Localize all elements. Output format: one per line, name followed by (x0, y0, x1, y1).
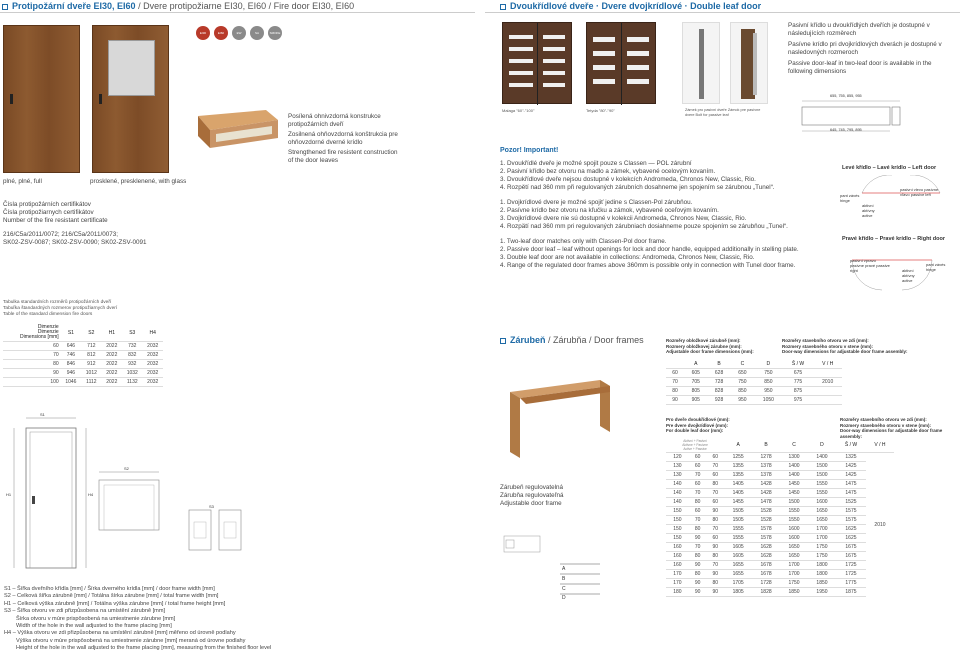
table-cell: 912 (81, 360, 101, 369)
table-cell: 946 (61, 369, 81, 378)
table-row (666, 552, 894, 561)
table-cell: 1705 (724, 579, 752, 588)
table-cell: 1425 (836, 462, 866, 471)
table-cell: 2022 (102, 351, 122, 360)
table-cell: 70 (706, 525, 724, 534)
table-cell: 160 (666, 552, 689, 561)
table-cell: 728 (707, 378, 730, 387)
table-cell: 950 (754, 387, 783, 396)
table-title: Tabulka standardních rozměrů protipožárních dveří Tabuľka štandardných rozmerov protipožiarnych dverí Table of the standard dimension fire doors (3, 300, 118, 317)
table-cell: 1655 (724, 570, 752, 579)
table-cell: 1575 (836, 516, 866, 525)
table-row (3, 342, 163, 351)
certificates: Čísla protipožárních certifikátov Čísla protipožiarnych certifikátov Number of the fire resistant certificate 216/C5a/2011/0072; 216/C5a/2011/0073; SK02-ZSV-0087; SK02-ZSV-0090; SK02-ZSV-0091 (3, 201, 147, 246)
door-glass-label: prosklené, presklenené, with glass (90, 178, 187, 185)
door-glass-image (92, 25, 169, 173)
table-cell: 1505 (724, 516, 752, 525)
divider (0, 12, 475, 13)
table-cell: 1800 (808, 570, 836, 579)
double-door-tetyda-image (586, 22, 656, 104)
table-cell: 1555 (724, 525, 752, 534)
table-cell: 1650 (780, 552, 808, 561)
table-cell: 846 (61, 360, 81, 369)
table-cell: 1450 (780, 480, 808, 489)
table-cell: 1578 (752, 525, 780, 534)
table-cell: B (707, 360, 730, 369)
table-cell: 850 (731, 387, 754, 396)
table-cell: 975 (783, 396, 814, 405)
table-cell: 875 (783, 387, 814, 396)
door-full-label: plné, plné, full (3, 178, 42, 185)
table-row (666, 480, 894, 489)
table-cell: 1550 (808, 489, 836, 498)
table-cell: 90 (666, 396, 684, 405)
table-cell: 90 (706, 588, 724, 597)
table-cell: 70 (706, 561, 724, 570)
table-cell: 1750 (808, 552, 836, 561)
table-cell: 1012 (81, 369, 101, 378)
table-cell: 828 (707, 387, 730, 396)
table-cell: 70 (689, 489, 707, 498)
table-cell: 1112 (81, 378, 101, 387)
glass-panel (108, 40, 155, 96)
legend: S1 – Šířka dveřního křídla [mm] / Šírka dverného krídla [mm] / door frame width [mm] S2 – Celková šířka zárubně [mm] / Totálna šírka zárubne [mm] / total frame width [mm] H1 – Celková výška zárubně [mm] / Totálna výška zárubne [mm] / total frame height [mm] S3 – Šířka otvoru ve zdi přizpůsobena na umístění zárubně [mm] Šírka otvoru v múre prispôsobená na umiestnenie zárubne [mm] Width of the hole in the wall adjusted to the frame placing [mm] H4 – Výška otvoru ve zdi přizpůsobena na umístění zárubně [mm] měřeno od úrovně podlahy Výška otvoru v múre prispôsobená na umiestnenie zárubne [mm] meraná od úrovne podlahy Height of the hole in the wall adjusted to the frame placing [mm], measuring from the finished floor level (4, 586, 272, 652)
table-cell: 60 (706, 534, 724, 543)
table-cell: 1828 (752, 588, 780, 597)
notes: 1. Dvoukřídlé dveře je možné spojit pouze s Classen — POL zárubní 2. Pasivní křídlo bez otvoru na madlo a zámek, vybavené ocelovým kovaním. 3. Dvoukřídlové dveře nejsou dostupné v kolekcích Andromeda, Chronos New, Classic, Rio. 4. Rozpětí nad 360 mm při regulovaných zárubních dosahneme jen spojením se zárubnou „Tunel“. 1. Dvojkrídlové dvere je možné spojiť jedine s Classen-Pol zárubňou. 2. Pasívne krídlo bez otvoru na kľučku a zámok, vybavené oceľovým kovaním. 3. Dvojkrídlové dvere nie sú dostupné v kolekcii Andromeda, Chronos New, Classic, Rio. 4. Rozpätí nad 360 mm pri regulovaných zárubniach dosiahneme pouze spojením se zárubňou „Tunel“. 1. Two-leaf door matches only with Classen-Pol door frame. 2. Passive door leaf – leaf without openings for lock and door handle, equipped additionally in stelling plate. 3. Double leaf door are not available in collections: Andromeda, Chronos New, Classic, Rio. 4. Range of the regulated door frames above 360mm is possible only in connection with Tunel door frame. (500, 160, 799, 269)
table-cell: A (684, 360, 707, 369)
table-cell: 2032 (142, 378, 163, 387)
table-cell: 1550 (780, 516, 808, 525)
passive-dimension-diagram: 655, 755, 855, 955 645, 745, 795, 895 (788, 93, 953, 138)
table-row (666, 588, 894, 597)
table-cell: 1355 (724, 471, 752, 480)
table-cell: 1700 (808, 534, 836, 543)
frame-profile-diagram: A B C D (500, 530, 620, 600)
cross-section-image (196, 108, 280, 158)
table-cell: 1255 (724, 453, 752, 462)
table-row (666, 561, 894, 570)
table-cell: 805 (684, 387, 707, 396)
table-row (666, 387, 842, 396)
table-cell: 80 (706, 552, 724, 561)
table-cell: 1850 (780, 588, 808, 597)
table-cell: 80 (706, 579, 724, 588)
table-cell: 646 (61, 342, 81, 351)
table-cell: 130 (666, 471, 689, 480)
badge-icon: EI60 (214, 26, 228, 40)
right-leaf-diagram: pasivní vpravo pasívne pravé passive right aktivní aktívny active pant závés hinge (840, 246, 955, 291)
table-cell: 1950 (808, 588, 836, 597)
left-title: Protipožární dveře EI30, EI60 / Dvere protipožiarne EI30, EI60 / Fire door EI30, EI60 (2, 1, 354, 11)
table-cell: 80 (689, 498, 707, 507)
table-cell: 70 (689, 516, 707, 525)
table-cell: 1555 (724, 534, 752, 543)
table-cell: 1775 (836, 579, 866, 588)
table-cell: 140 (666, 489, 689, 498)
table-cell: 950 (731, 396, 754, 405)
table-cell: 1300 (780, 453, 808, 462)
table-cell: 140 (666, 498, 689, 507)
table-cell: 1875 (836, 588, 866, 597)
table-cell: 120 (666, 453, 689, 462)
frames-title: Zárubeň / Zárubňa / Door frames (500, 335, 644, 345)
door-full-image (3, 25, 80, 173)
table-cell: 775 (783, 378, 814, 387)
table-cell: 1700 (780, 570, 808, 579)
table-cell: 1378 (752, 471, 780, 480)
double-leaf-frame-table: Aktivní + Pasivní Aktivne + Pasívne Active + Passive A B C D Š / W V / H 120 60 60 1255 1278 1300 1400 1325 2010 130 60 70 1355 1378 1400 1500 1425 130 70 60 1355 1378 1400 1500 1425 140 60 80 1405 1428 1450 1550 1475 140 70 70 1405 1428 1450 1550 1475 140 80 60 1455 1478 1500 1600 1525 150 60 90 1505 1528 1550 1650 1575 150 70 80 1505 1528 1550 1650 1575 150 80 70 1555 1578 1600 1700 1625 150 90 60 1555 1578 1600 1700 1625 160 70 90 1605 1628 1650 1750 1675 160 80 80 1605 1628 1650 1750 1675 160 90 70 1655 1678 1700 1800 1725 170 80 90 1655 1678 1700 1800 1725 170 90 80 1705 1728 1750 1850 1775 180 90 90 1805 1828 1850 1950 1875 (666, 438, 894, 597)
table-cell: 1450 (780, 489, 808, 498)
table-cell: 60 (689, 480, 707, 489)
table-row (666, 378, 842, 387)
table-cell: 2032 (142, 351, 163, 360)
table-cell: 80 (706, 480, 724, 489)
table-cell: 1475 (836, 489, 866, 498)
badge-icon: SMOKE (268, 26, 282, 40)
table-cell: 130 (666, 462, 689, 471)
table-cell: 1528 (752, 507, 780, 516)
table-cell: 932 (122, 360, 142, 369)
table-cell: 90 (689, 588, 707, 597)
table-cell: 70 (689, 471, 707, 480)
table-cell: 1528 (752, 516, 780, 525)
table-cell: 750 (754, 369, 783, 378)
table-row (666, 462, 894, 471)
table-cell: 150 (666, 516, 689, 525)
table-cell: 80 (666, 387, 684, 396)
table-cell: 1678 (752, 561, 780, 570)
table-cell: 1725 (836, 561, 866, 570)
table-row (666, 507, 894, 516)
technical-drawing: S1 H1 H4 S2 S3 (4, 410, 264, 580)
table-cell: 1600 (780, 525, 808, 534)
table-cell: 170 (666, 570, 689, 579)
table-cell: 1575 (836, 507, 866, 516)
table-cell: 70 (706, 489, 724, 498)
table-cell: 80 (689, 570, 707, 579)
table-cell: 1455 (724, 498, 752, 507)
table-cell: 60 (689, 507, 707, 516)
table-row (3, 351, 163, 360)
table-row (3, 369, 163, 378)
handle-icon (10, 94, 13, 104)
table-cell: 2022 (102, 369, 122, 378)
table-cell: 1405 (724, 489, 752, 498)
bolt-detail-image (730, 22, 768, 104)
square-icon (500, 4, 506, 10)
table-cell: 1625 (836, 534, 866, 543)
table-cell: 60 (666, 369, 684, 378)
table-cell: 60 (3, 342, 61, 351)
table-row (3, 378, 163, 387)
table-cell: 1428 (752, 480, 780, 489)
table-cell: 90 (689, 579, 707, 588)
table-row (666, 396, 842, 405)
table-cell: 1405 (724, 480, 752, 489)
table-cell: 1605 (724, 543, 752, 552)
table-row (666, 471, 894, 480)
table-cell: 80 (706, 516, 724, 525)
table-cell: 150 (666, 534, 689, 543)
passive-leaf-text: Pasivní křídlo u dvoukřídlých dveřích je dostupné v následujících rozměrech Pasívne krídlo pri dvojkrídlových dverách je dostupné v nasledovných rozmeroch Passive door-leaf in two-leaf door is available in the following dimensions (788, 22, 942, 75)
badge-icon: SA (250, 26, 264, 40)
table-cell: 1578 (752, 534, 780, 543)
table-cell: 1032 (122, 369, 142, 378)
table-cell: 1650 (808, 507, 836, 516)
square-icon (2, 4, 8, 10)
table-cell: 1750 (780, 579, 808, 588)
table-head: Dimenzie Dimenzie Dimensions [mm] (3, 324, 61, 342)
table-cell: 1850 (808, 579, 836, 588)
table-cell: 705 (684, 378, 707, 387)
table-cell: 2032 (142, 342, 163, 351)
table-cell: 1500 (808, 471, 836, 480)
double-door-malaga-image (502, 22, 572, 104)
table-cell: 650 (731, 369, 754, 378)
table-cell (813, 369, 842, 378)
table-cell: 905 (684, 396, 707, 405)
table-cell: 628 (707, 369, 730, 378)
table-cell: 1800 (808, 561, 836, 570)
table-cell: 1132 (122, 378, 142, 387)
table-cell: 1400 (780, 462, 808, 471)
table-cell: 1700 (808, 525, 836, 534)
table-cell: 605 (684, 369, 707, 378)
table-cell: 150 (666, 507, 689, 516)
table-cell: 812 (81, 351, 101, 360)
table-cell: 1355 (724, 462, 752, 471)
table-cell: 90 (689, 534, 707, 543)
bolt-image (682, 22, 720, 104)
table-cell: 80 (689, 552, 707, 561)
divider (485, 12, 960, 13)
table-cell: 1475 (836, 480, 866, 489)
table-cell: 750 (731, 378, 754, 387)
table-row (3, 360, 163, 369)
table-cell: 160 (666, 561, 689, 570)
table-cell: 2022 (102, 378, 122, 387)
table-cell: 1550 (780, 507, 808, 516)
table-cell: 1805 (724, 588, 752, 597)
table-row (666, 543, 894, 552)
fire-badges (196, 26, 282, 40)
table-row (666, 516, 894, 525)
table-cell: 1625 (836, 525, 866, 534)
table-cell: Š / W (783, 360, 814, 369)
table-cell: 1378 (752, 462, 780, 471)
table-cell: 2010 (874, 521, 886, 528)
table-cell: 1675 (836, 543, 866, 552)
table-cell: 1655 (724, 561, 752, 570)
table-cell: 80 (3, 360, 61, 369)
table-row (666, 489, 894, 498)
table-cell: 1046 (61, 378, 81, 387)
table-cell: 90 (706, 570, 724, 579)
table-cell: 2010 (813, 378, 842, 387)
table-cell: 2022 (102, 342, 122, 351)
table-cell: 90 (706, 543, 724, 552)
table-cell: 90 (706, 507, 724, 516)
table-cell: 150 (666, 525, 689, 534)
table-cell: 1725 (836, 570, 866, 579)
table-cell: 1728 (752, 579, 780, 588)
table-cell: 1605 (724, 552, 752, 561)
table-cell: 928 (707, 396, 730, 405)
table-cell (813, 396, 842, 405)
table-cell (666, 360, 684, 369)
table-row (666, 534, 894, 543)
table-cell: 1500 (808, 462, 836, 471)
table-cell: 712 (81, 342, 101, 351)
table-cell: 60 (689, 462, 707, 471)
table-cell: 1628 (752, 552, 780, 561)
table-cell: 1650 (808, 516, 836, 525)
table-cell: 100 (3, 378, 61, 387)
table-cell: 160 (666, 543, 689, 552)
table-row (666, 453, 894, 462)
frame-dimensions-table (666, 360, 842, 405)
badge-icon: EW (232, 26, 246, 40)
badge-icon: EI30 (196, 26, 210, 40)
left-leaf-diagram: pasivní vlevo pasívne vľavo passive left aktivní aktívny active pant závés hinge (840, 175, 955, 225)
table-cell: 60 (689, 453, 707, 462)
table-cell: 70 (666, 378, 684, 387)
table-cell: 850 (754, 378, 783, 387)
table-cell: 1278 (752, 453, 780, 462)
table-cell: 70 (689, 543, 707, 552)
warning-heading: Pozor! Important! (500, 147, 559, 154)
table-cell: 1525 (836, 498, 866, 507)
table-cell: 1400 (808, 453, 836, 462)
table-cell: 746 (61, 351, 81, 360)
table-cell: 70 (3, 351, 61, 360)
table-cell: 1325 (836, 453, 866, 462)
table-row (666, 498, 894, 507)
table-cell: 180 (666, 588, 689, 597)
table-cell: 832 (122, 351, 142, 360)
table-cell: 1678 (752, 570, 780, 579)
table-cell: 2032 (142, 369, 163, 378)
table-cell: 1600 (780, 534, 808, 543)
table-cell: 1425 (836, 471, 866, 480)
table-cell: 90 (3, 369, 61, 378)
table-cell: 1478 (752, 498, 780, 507)
table-cell: 90 (689, 561, 707, 570)
table-cell: 1628 (752, 543, 780, 552)
table-cell: C (731, 360, 754, 369)
table-header (666, 360, 842, 369)
adjustable-frame-text: Zárubeň regulovatelná Zárubňa regulovateľná Adjustable door frame (500, 484, 564, 507)
handle-icon (99, 94, 102, 104)
table-cell: 1400 (780, 471, 808, 480)
table-cell: 732 (122, 342, 142, 351)
table-cell: 140 (666, 480, 689, 489)
table-cell: 675 (783, 369, 814, 378)
table-cell: 70 (706, 462, 724, 471)
table-row (666, 525, 894, 534)
table-cell: 1675 (836, 552, 866, 561)
table-row (666, 570, 894, 579)
table-cell: 60 (706, 471, 724, 480)
table-cell: 170 (666, 579, 689, 588)
square-icon (500, 338, 506, 344)
table-cell: 2022 (102, 360, 122, 369)
table-cell: V / H (813, 360, 842, 369)
table-row (666, 579, 894, 588)
table-cell: 1700 (780, 561, 808, 570)
table-cell: 1750 (808, 543, 836, 552)
table-cell (813, 387, 842, 396)
table-row (666, 369, 842, 378)
standard-dimensions-table: Dimenzie Dimenzie Dimensions [mm] S1 S2 H1 S3 H4 60 646 712 2022 732 2032 70 746 812 2022 832 2032 80 846 912 2022 932 2032 90 946 1012 2022 1032 2032 100 1046 1112 2022 1132 2032 (3, 324, 163, 387)
table-cell: 1428 (752, 489, 780, 498)
table-cell: 1050 (754, 396, 783, 405)
table-cell: 60 (706, 498, 724, 507)
table-cell: 1505 (724, 507, 752, 516)
table-cell: 80 (689, 525, 707, 534)
door-frame-image (500, 372, 620, 462)
reinforced-text: Posílená ohnivzdorná konstrukce protipožárních dveří Zosilnená ohňovzdorná konštrukcia pre ohňovzdorné dverné krídlo Strengthened fire resistent construction of the door leaves (288, 113, 398, 164)
table-cell: 2032 (142, 360, 163, 369)
table-cell: 1650 (780, 543, 808, 552)
table-cell: 1550 (808, 480, 836, 489)
table-cell: 1600 (808, 498, 836, 507)
right-title: Dvoukřídlové dveře · Dvere dvojkrídlové · Double leaf door (500, 1, 761, 11)
table-cell: 1500 (780, 498, 808, 507)
table-cell: D (754, 360, 783, 369)
table-cell: 60 (706, 453, 724, 462)
